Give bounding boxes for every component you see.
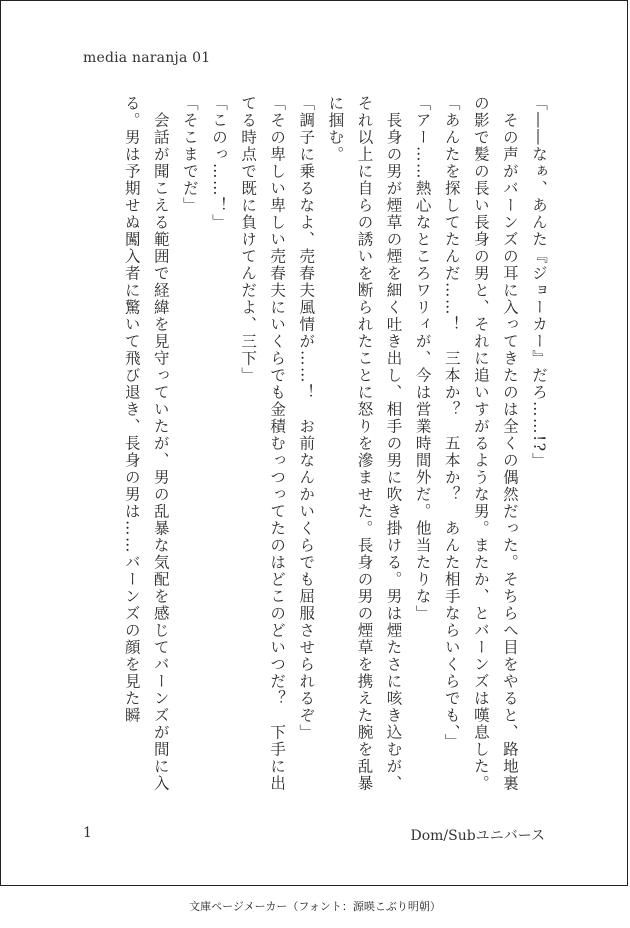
page-number: 1: [83, 825, 92, 841]
paragraph: 「アー……熱心なところワリィが、今は営業時間外だ。他当たりな」: [413, 95, 432, 622]
paragraph: 「あんたを探してたんだ……！ 三本か？ 五本か？ あんた相手ならいくらでも、」: [442, 95, 461, 751]
paragraph: 会話が聞こえる範囲で経緯を見守っていたが、男の乱暴な気配を感じてバーンズが間に入る。男は予期せぬ闖入者に驚いて飛び退き、長身の男は……バーンズの顔を見た瞬: [122, 95, 170, 792]
vertical-body-text: [83, 95, 553, 795]
generator-credit: 文庫ページメーカー（フォント：源暎こぶり明朝）: [189, 900, 441, 913]
paragraph: 「――なぁ、あんた『ジョーカー』だろ……!?」: [530, 95, 548, 470]
paragraph: 「そこまでだ」: [180, 95, 199, 214]
paragraph: 「このっ……！」: [209, 95, 228, 231]
paragraph: 「その卑しい卑しい売春夫にいくらでも金積むっつってたのはどこのどいつだ？ 下手に出てる時点で既に負けてんだよ、三下」: [239, 95, 287, 792]
paragraph: 長身の男が煙草の煙を細く吐き出し、相手の男に吹き掛ける。男は煙たさに咳き込むが、それ以上に自らの誘いを断られたことに怒りを滲ませた。長身の男の煙草を携えた腕を乱暴に掴む。: [326, 95, 403, 792]
paragraph: 「調子に乗るなよ、売春夫風情が……！ お前なんかいくらでも屈服させられるぞ」: [297, 95, 316, 741]
page-header-title: media naranja 01: [83, 50, 211, 66]
paragraph: その声がバーンズの耳に入ってきたのは全くの偶然だった。そちらへ目をやると、路地裏の影で髪の長い長身の男と、それに追いすがるような男。またか、とバーンズは嘆息した。: [471, 95, 519, 792]
page-footer-series: Dom/Subユニバース: [410, 828, 545, 844]
